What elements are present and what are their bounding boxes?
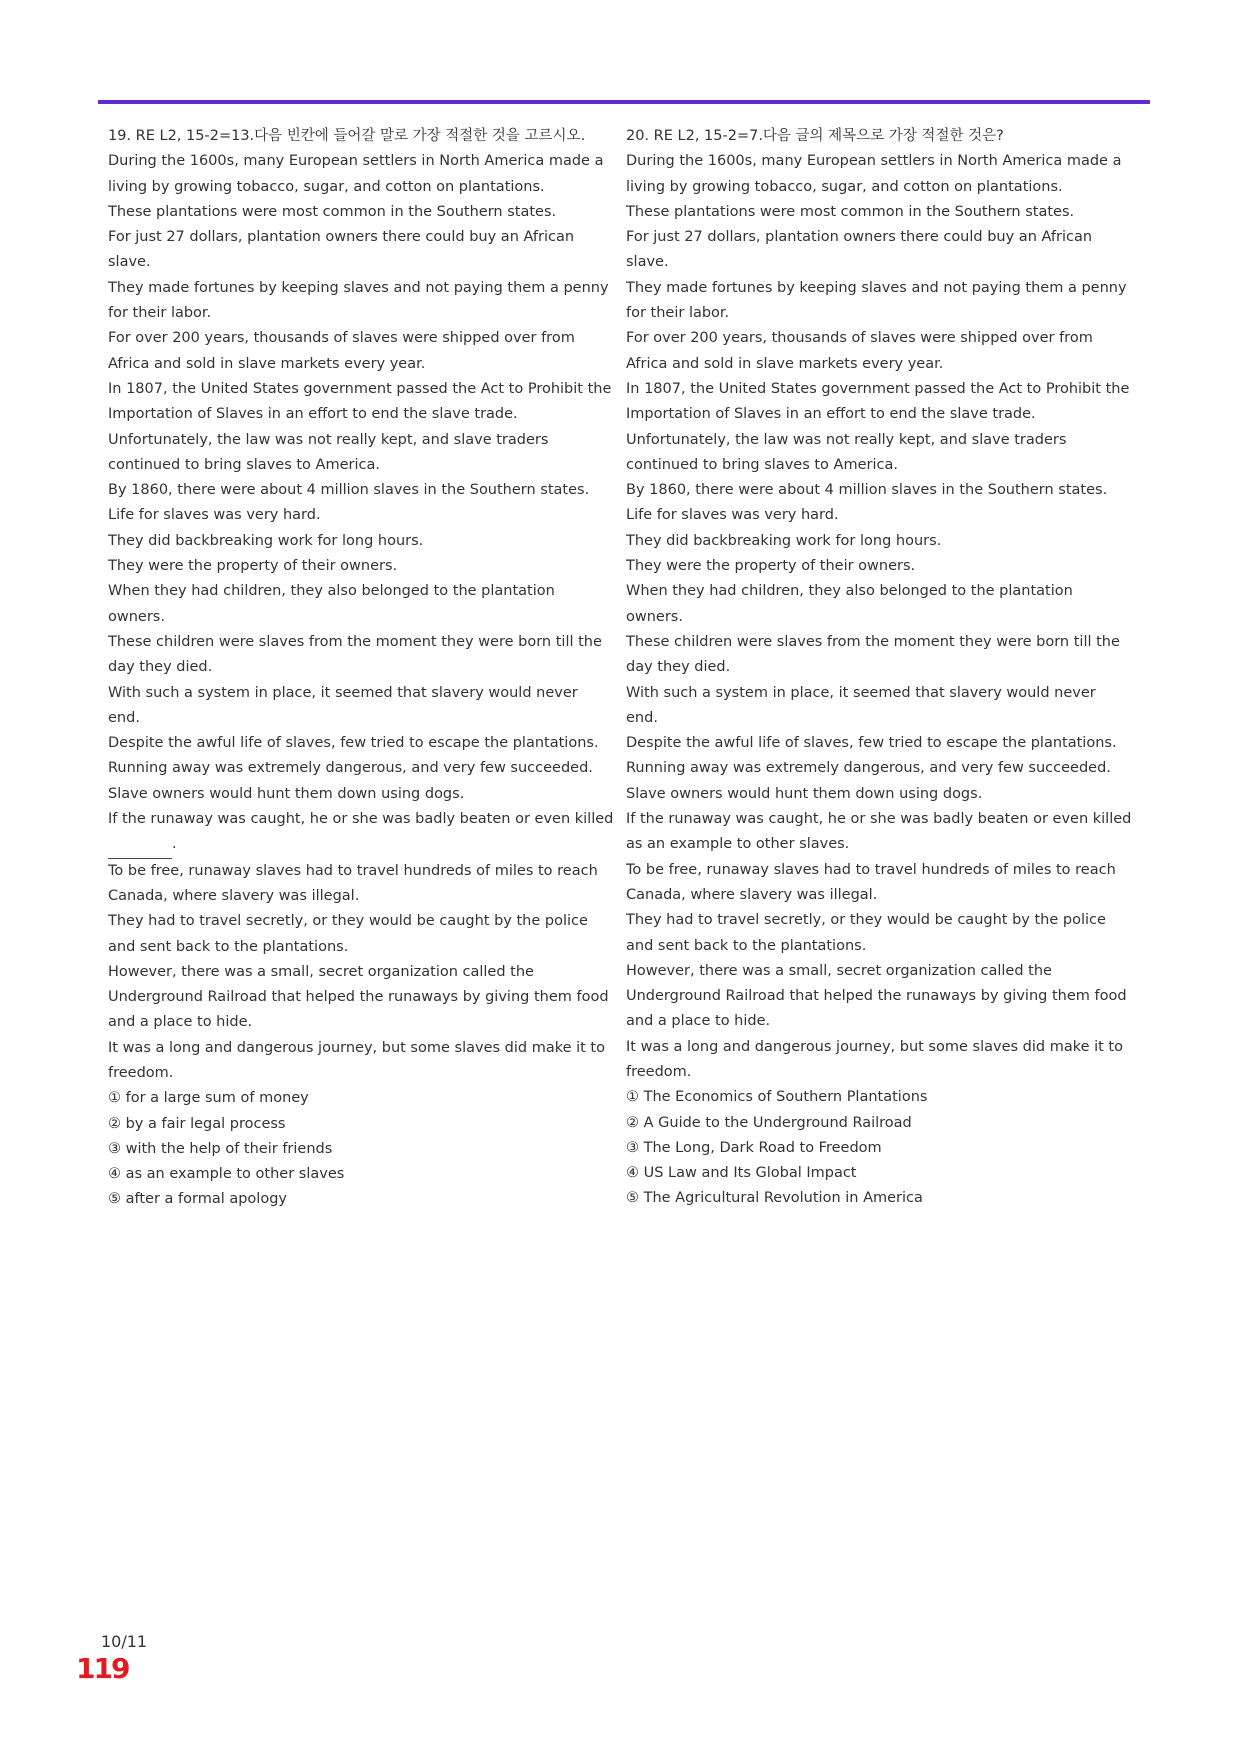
question-20-header: 20. RE L2, 15-2=7.다음 글의 제목으로 가장 적절한 것은? [626, 128, 1004, 144]
passage-sentence: They did backbreaking work for long hours. [626, 532, 942, 549]
passage-sentence: They made fortunes by keeping slaves and not paying them a penny for their labor. [108, 279, 609, 322]
passage-sentence: During the 1600s, many European settlers in North America made a living by growing tobacco, sugar, and cotton on plantations. [626, 153, 1122, 195]
choice-3: ③ with the help of their friends [108, 1140, 333, 1157]
passage-sentence: Unfortunately, the law was not really kept, and slave traders continued to bring slaves to America. [626, 431, 1067, 473]
page-number: 119 [76, 1652, 129, 1685]
passage-sentence: With such a system in place, it seemed that slavery would never end. [626, 684, 1096, 726]
passage-sentence: These children were slaves from the moment they were born till the day they died. [626, 633, 1120, 676]
passage-sentence: To be free, runaway slaves had to travel hundreds of miles to reach Canada, where slavery was illegal. [626, 861, 1116, 903]
passage-sentence: Slave owners would hunt them down using dogs. [108, 785, 465, 802]
passage-sentence: Unfortunately, the law was not really kept, and slave traders continued to bring slaves to America. [108, 431, 549, 473]
passage-sentence: However, there was a small, secret organization called the Underground Railroad that helped the runaways by giving them food and a place to hide. [108, 963, 609, 1031]
question-20 [626, 124, 1132, 1212]
passage-sentence: Life for slaves was very hard. [108, 507, 321, 524]
header-rule [98, 100, 1150, 104]
passage-sentence: Running away was extremely dangerous, and very few succeeded. [626, 760, 1111, 777]
choice-1: ① for a large sum of money [108, 1090, 309, 1107]
blank-sentence [108, 807, 614, 859]
passage-sentence: They were the property of their owners. [626, 558, 916, 575]
blank-sentence-text: If the runaway was caught, he or she was badly beaten or even killed [108, 811, 614, 828]
passage-sentence: Despite the awful life of slaves, few tried to escape the plantations. [626, 735, 1117, 752]
passage-sentence: They did backbreaking work for long hours. [108, 532, 424, 549]
passage-sentence: They had to travel secretly, or they would be caught by the police and sent back to the plantations. [108, 913, 588, 955]
answer-blank [108, 832, 172, 858]
choice-4: ④ US Law and Its Global Impact [626, 1165, 857, 1182]
choice-2: ② A Guide to the Underground Railroad [626, 1114, 912, 1131]
passage-sentence: By 1860, there were about 4 million slaves in the Southern states. [108, 482, 590, 499]
passage-sentence: By 1860, there were about 4 million slaves in the Southern states. [626, 482, 1108, 499]
passage-sentence: Life for slaves was very hard. [626, 507, 839, 524]
question-19 [108, 124, 614, 1213]
passage-sentence: They made fortunes by keeping slaves and not paying them a penny for their labor. [626, 279, 1127, 322]
choice-5: ⑤ after a formal apology [108, 1191, 287, 1208]
choice-3: ③ The Long, Dark Road to Freedom [626, 1139, 882, 1156]
passage-sentence: For over 200 years, thousands of slaves were shipped over from Africa and sold in slave markets every year. [108, 330, 575, 372]
passage-sentence: For just 27 dollars, plantation owners there could buy an African slave. [108, 229, 575, 271]
blank-sentence-period: . [172, 836, 177, 853]
passage-sentence: If the runaway was caught, he or she was badly beaten or even killed as an example to other slaves. [626, 811, 1132, 853]
choice-5: ⑤ The Agricultural Revolution in America [626, 1190, 923, 1207]
passage-sentence: When they had children, they also belonged to the plantation owners. [626, 583, 1073, 625]
passage-sentence: When they had children, they also belonged to the plantation owners. [108, 583, 555, 625]
passage-sentence: However, there was a small, secret organization called the Underground Railroad that helped the runaways by giving them food and a place to hide. [626, 962, 1127, 1030]
page-counter: 10/11 [101, 1632, 148, 1651]
passage-sentence: These plantations were most common in the Southern states. [108, 203, 557, 220]
passage-sentence: They had to travel secretly, or they would be caught by the police and sent back to the plantations. [626, 912, 1106, 954]
passage-sentence: Slave owners would hunt them down using dogs. [626, 785, 983, 802]
passage-sentence: For over 200 years, thousands of slaves were shipped over from Africa and sold in slave markets every year. [626, 330, 1093, 372]
passage-sentence: Running away was extremely dangerous, and very few succeeded. [108, 760, 593, 777]
passage-sentence: For just 27 dollars, plantation owners there could buy an African slave. [626, 229, 1093, 271]
passage-sentence: These children were slaves from the moment they were born till the day they died. [108, 633, 602, 676]
passage-sentence: It was a long and dangerous journey, but some slaves did make it to freedom. [626, 1038, 1123, 1080]
passage-sentence: In 1807, the United States government passed the Act to Prohibit the Importation of Slaves in an effort to end the slave trade. [626, 380, 1130, 423]
passage-sentence: They were the property of their owners. [108, 558, 398, 575]
choice-4: ④ as an example to other slaves [108, 1166, 345, 1183]
passage-sentence: To be free, runaway slaves had to travel hundreds of miles to reach Canada, where slavery was illegal. [108, 862, 598, 904]
passage-sentence: In 1807, the United States government passed the Act to Prohibit the Importation of Slaves in an effort to end the slave trade. [108, 380, 612, 423]
passage-sentence: It was a long and dangerous journey, but some slaves did make it to freedom. [108, 1039, 605, 1081]
choice-1: ① The Economics of Southern Plantations [626, 1089, 928, 1106]
question-19-header: 19. RE L2, 15-2=13.다음 빈칸에 들어갈 말로 가장 적절한 것을 고르시오. [108, 128, 586, 144]
passage-sentence: During the 1600s, many European settlers in North America made a living by growing tobacco, sugar, and cotton on plantations. [108, 153, 604, 195]
passage-sentence: With such a system in place, it seemed that slavery would never end. [108, 684, 578, 726]
choice-2: ② by a fair legal process [108, 1115, 286, 1132]
passage-sentence: These plantations were most common in the Southern states. [626, 203, 1075, 220]
passage-sentence: Despite the awful life of slaves, few tried to escape the plantations. [108, 735, 599, 752]
